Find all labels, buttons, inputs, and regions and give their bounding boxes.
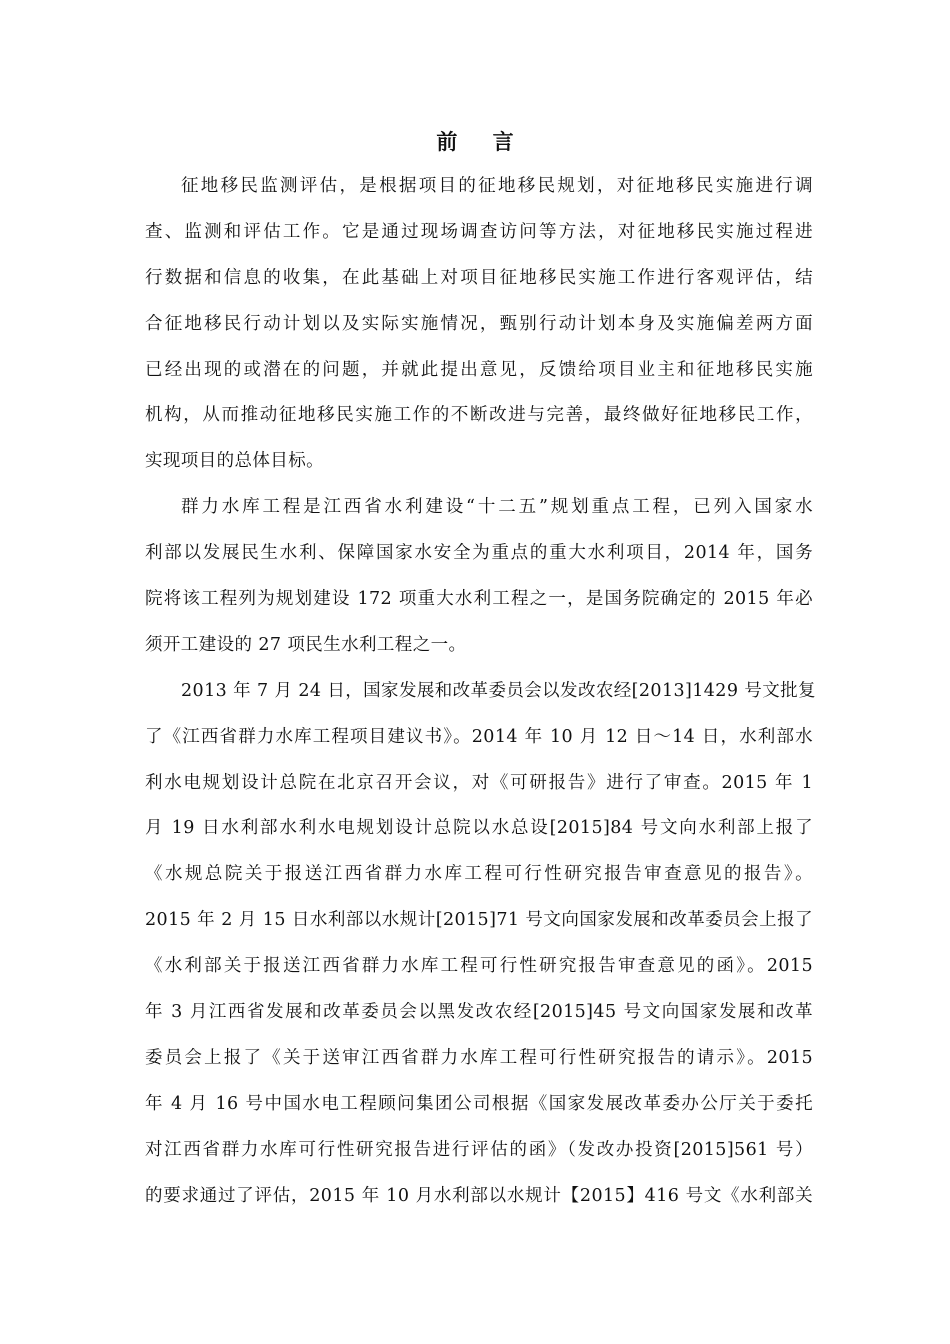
text-line: 合征地移民行动计划以及实际实施情况，甄别行动计划本身及实施偏差两方面	[145, 313, 813, 334]
text-line: 院将该工程列为规划建设 172 项重大水利工程之一，是国务院确定的 2015 年必	[145, 589, 813, 610]
text-line: 查、监测和评估工作。它是通过现场调查访问等方法，对征地移民实施过程进	[145, 221, 813, 242]
text-line: 实现项目的总体目标。	[145, 451, 324, 472]
text-line: 2015 年 2 月 15 日水利部以水规计[2015]71 号文向国家发展和改革委员会上报了	[145, 910, 813, 931]
text-line: 对江西省群力水库可行性研究报告进行评估的函》（发改办投资[2015]561 号）	[145, 1139, 813, 1160]
text-line: 行数据和信息的收集，在此基础上对项目征地移民实施工作进行客观评估，结	[145, 267, 813, 288]
text-line: 月 19 日水利部水利水电规划设计总院以水总设[2015]84 号文向水利部上报了	[145, 818, 813, 839]
paragraph-3	[145, 669, 816, 1220]
text-line: 的要求通过了评估，2015 年 10 月水利部以水规计【2015】416 号文《水利部关	[145, 1185, 813, 1206]
text-line: 利部以发展民生水利、保障国家水安全为重点的重大水利项目，2014 年，国务	[145, 543, 813, 564]
text-line: 2013 年 7 月 24 日，国家发展和改革委员会以发改农经[2013]1429 号文批复	[181, 680, 816, 701]
text-line: 利水电规划设计总院在北京召开会议，对《可研报告》进行了审查。2015 年 1	[145, 772, 813, 793]
text-line: 了《江西省群力水库工程项目建议书》。2014 年 10 月 12 日～14 日，水利部水	[145, 726, 813, 747]
text-line: 群力水库工程是江西省水利建设“十二五”规划重点工程，已列入国家水	[181, 497, 813, 518]
text-line: 年 3 月江西省发展和改革委员会以黑发改农经[2015]45 号文向国家发展和改革	[145, 1002, 813, 1023]
text-line: 须开工建设的 27 项民生水利工程之一。	[145, 634, 467, 655]
text-line: 征地移民监测评估，是根据项目的征地移民规划，对征地移民实施进行调	[181, 176, 813, 196]
text-line: 年 4 月 16 号中国水电工程顾问集团公司根据《国家发展改革委办公厅关于委托	[145, 1093, 813, 1114]
text-line: 已经出现的或潜在的问题，并就此提出意见，反馈给项目业主和征地移民实施	[145, 359, 813, 380]
text-line: 《水规总院关于报送江西省群力水库工程可行性研究报告审查意见的报告》。	[145, 864, 813, 885]
page-title: 前 言	[436, 129, 528, 154]
paragraph-1	[145, 164, 813, 485]
document-body	[145, 164, 816, 1219]
text-line: 机构，从而推动征地移民实施工作的不断改进与完善，最终做好征地移民工作，	[145, 405, 813, 426]
text-line: 委员会上报了《关于送审江西省群力水库工程可行性研究报告的请示》。2015	[145, 1047, 813, 1068]
text-line: 《水利部关于报送江西省群力水库工程可行性研究报告审查意见的函》。2015	[145, 956, 813, 977]
paragraph-2	[145, 485, 813, 669]
